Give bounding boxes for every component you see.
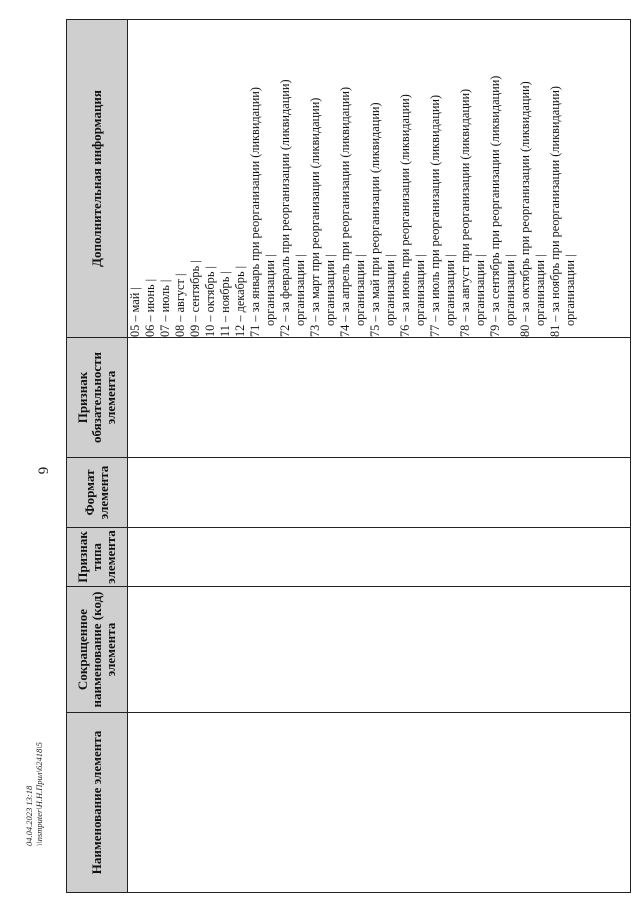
info-item-text: 79 – за сентябрь при реорганизации (ликвидации) [488,75,502,337]
info-list-item [368,20,398,337]
info-item-text: 71 – за январь при реорганизации (ликвидации) [248,87,262,337]
cell-element-format [128,458,631,528]
info-list-item [488,20,518,337]
rotated-table-block [66,20,628,893]
info-item-text: 74 – за апрель при реорганизации (ликвидации) [338,86,352,337]
header-element-name: Наименование элемента [67,713,128,893]
header-additional-info: Дополнительная информация [67,20,128,338]
info-list-item: 10 – октябрь | [203,266,217,337]
table-header-row [67,20,128,893]
info-list-item [278,20,308,337]
info-item-continuation: организации | [563,254,577,326]
info-list-item [458,20,488,337]
cell-short-name [128,587,631,713]
info-item-text: 77 – за июль при реорганизации (ликвидации) [428,94,442,337]
info-list-item: 07 – июль | [158,279,172,337]
info-list-item [248,20,278,337]
header-element-format: Формат элемента [67,458,128,528]
print-stamp [22,738,46,848]
table-row [128,20,631,893]
info-list-item: 05 – май | [128,287,142,337]
cell-element-name [128,713,631,893]
info-item-continuation: организации | [293,254,307,326]
page-number: 6 [34,466,51,475]
info-item-text: 81 – за ноябрь при реорганизации (ликвидации) [548,85,562,337]
info-item-text: 73 – за март при реорганизации (ликвидации) [308,97,322,337]
info-item-continuation: организации | [413,254,427,326]
info-item-text: 75 – за май при реорганизации (ликвидации) [368,102,382,337]
info-list-item [308,20,338,337]
info-list-item [518,20,548,337]
info-list-item [398,20,428,337]
info-list-item: 11 – ноябрь | [218,271,232,337]
cell-additional-info [128,20,631,338]
info-list-item [548,20,578,337]
elements-table [66,19,631,893]
info-list-item: 12 – декабрь | [233,265,247,337]
info-item-continuation: организации | [503,254,517,326]
info-item-continuation: организации | [353,254,367,326]
cell-element-type [128,528,631,587]
info-item-continuation: организации | [263,254,277,326]
info-item-text: 76 – за июнь при реорганизации (ликвидации) [398,94,412,337]
info-item-text: 80 – за октябрь при реорганизации (ликвидации) [518,81,532,337]
info-list-item: 08 – август | [173,273,187,337]
cell-required [128,338,631,458]
info-list-item: 09 – сентябрь | [188,260,202,337]
info-item-continuation: организации | [383,254,397,326]
info-list-item: 06 – июнь | [143,278,157,337]
info-item-text: 78 – за август при реорганизации (ликвидации) [458,88,472,337]
stamp-path: \\nsmputer\Н.Н.Прил\62418\5 [34,742,44,846]
header-short-name: Сокращенное наименование (код) элемента [67,587,128,713]
info-item-continuation: организации | [443,254,457,326]
header-required: Признак обязательности элемента [67,338,128,458]
info-item-continuation: организации | [473,254,487,326]
stamp-date: 04.04.2023 13:18 [24,785,34,846]
info-list-item [338,20,368,337]
info-item-continuation: организации | [323,254,337,326]
info-item-continuation: организации | [533,254,547,326]
header-element-type: Признак типа элемента [67,528,128,587]
info-item-text: 72 – за февраль при реорганизации (ликвидации) [278,79,292,337]
info-list-item [428,20,458,337]
